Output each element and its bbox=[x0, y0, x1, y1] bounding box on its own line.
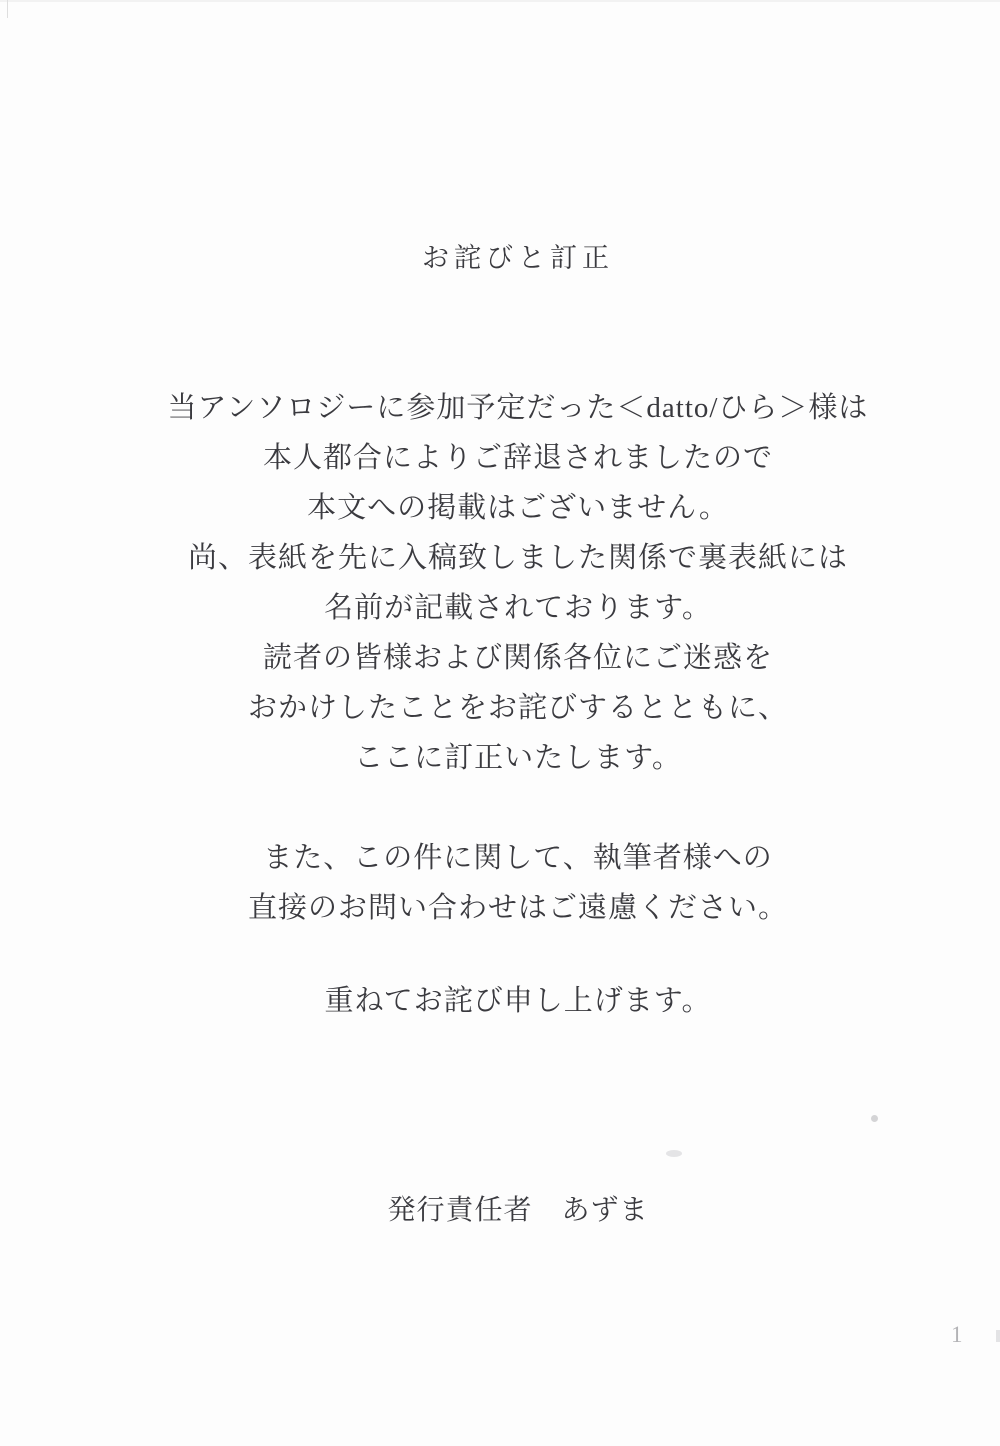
publisher-signature: 発行責任者 あずま bbox=[387, 1195, 649, 1226]
page-title: お詫びと訂正 bbox=[422, 243, 614, 273]
scan-dust-speck bbox=[871, 1115, 878, 1122]
scan-dust-speck bbox=[666, 1150, 682, 1157]
closing-paragraph bbox=[18, 976, 1000, 1026]
scan-edge-artifact bbox=[7, 0, 8, 18]
page-number: 1 bbox=[951, 1322, 964, 1347]
text-line: 読者の皆様および関係各位にご迷惑を bbox=[262, 642, 773, 674]
text-line: 名前が記載されております。 bbox=[324, 592, 712, 624]
text-line: 本人都合によりご辞退されましたので bbox=[262, 442, 773, 474]
page-number-cutoff-fragment bbox=[996, 1330, 1000, 1342]
text-line: 本文への掲載はございません。 bbox=[307, 492, 729, 524]
text-line: 直接のお問い合わせはご遠慮ください。 bbox=[247, 892, 788, 924]
text-line: また、この件に関して、執筆者様への bbox=[263, 842, 773, 874]
text-line: 重ねてお詫び申し上げます。 bbox=[324, 985, 712, 1017]
text-line: ここに訂正いたします。 bbox=[354, 742, 682, 774]
apology-paragraph bbox=[18, 383, 1000, 783]
text-line: 尚、表紙を先に入稿致しました関係で裏表紙には bbox=[187, 542, 848, 574]
scan-edge-artifact bbox=[0, 0, 1000, 2]
text-line: おかけしたことをお詫びするとともに、 bbox=[247, 692, 788, 724]
text-line: 当アンソロジーに参加予定だった＜datto/ひら＞様は bbox=[167, 392, 869, 424]
inquiry-paragraph bbox=[18, 833, 1000, 933]
